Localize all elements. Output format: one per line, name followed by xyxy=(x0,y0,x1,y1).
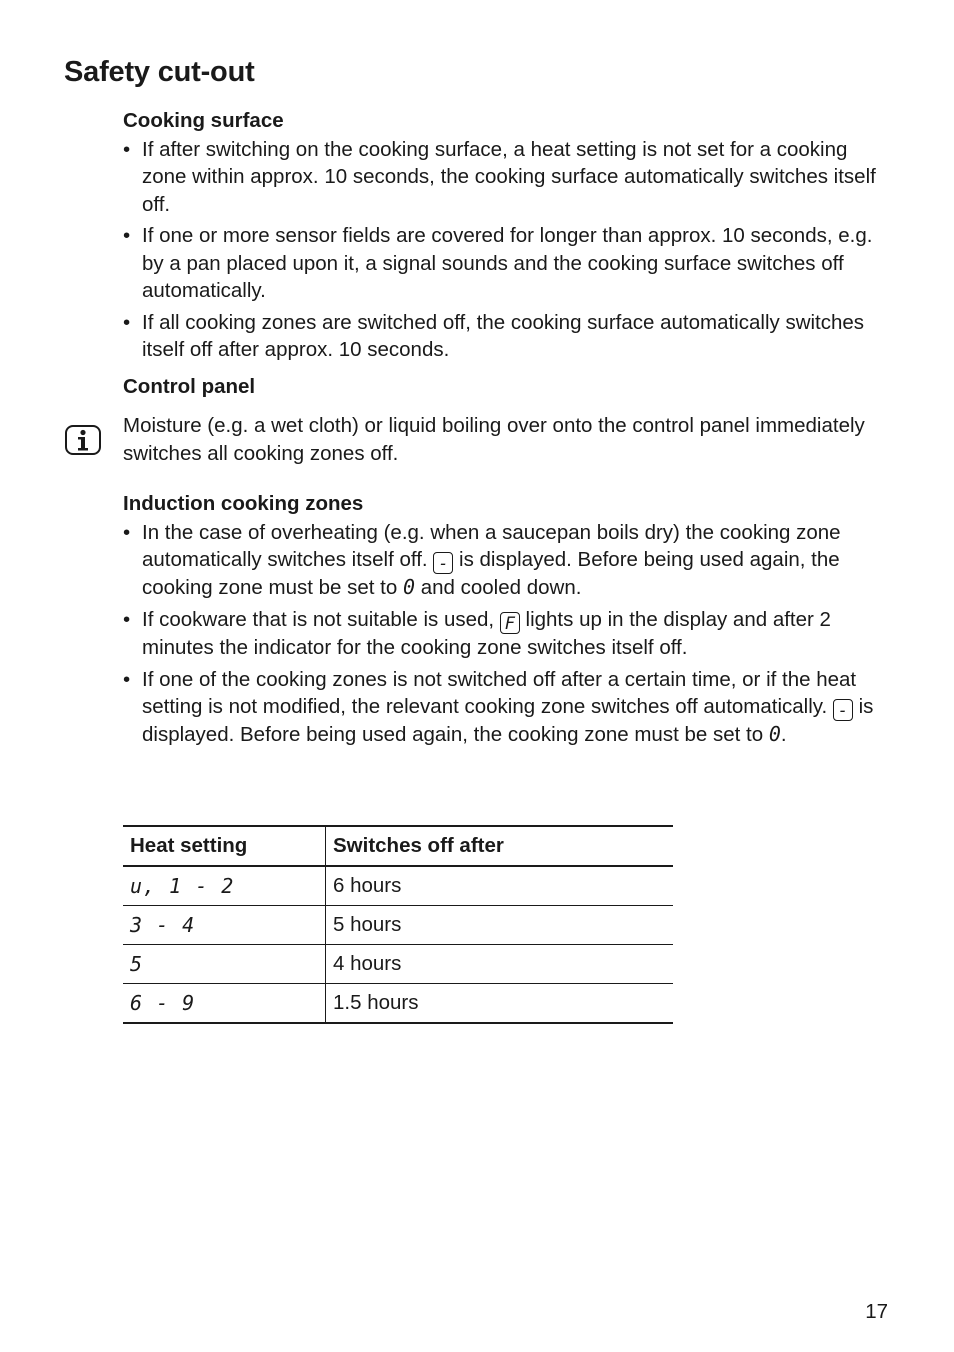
info-note-text: Moisture (e.g. a wet cloth) or liquid boiling over onto the control panel immediately switches all cooking zones off. xyxy=(123,414,865,465)
text-span: is displayed. Before being used again, the cooking zone must be set to xyxy=(142,548,840,600)
switch-off-time-cell: 4 hours xyxy=(326,945,674,984)
list-item: • If after switching on the cooking surface, a heat setting is not set for a cooking zone within approx. 10 seconds, the cooking surface automatically switches itself off. xyxy=(123,136,893,218)
display-symbol-f: F xyxy=(500,612,520,634)
section-heading-induction: Induction cooking zones xyxy=(123,491,364,515)
cooking-surface-list xyxy=(123,136,893,363)
section-heading-cooking-surface: Cooking surface xyxy=(123,109,284,132)
table-header-row xyxy=(123,826,673,866)
text-span: and cooled down. xyxy=(420,576,582,600)
text-span: is displayed. Before being used again, the cooking zone must be set to xyxy=(142,695,874,747)
switch-off-time-cell: 1.5 hours xyxy=(326,984,674,1024)
table-row xyxy=(123,984,673,1024)
list-item xyxy=(123,519,893,602)
page-number: 17 xyxy=(865,1300,888,1323)
display-symbol-zero: 0 xyxy=(768,722,781,747)
list-item xyxy=(123,666,893,749)
induction-list xyxy=(123,519,893,748)
info-icon xyxy=(65,425,101,455)
display-symbol-dash: - xyxy=(833,699,853,721)
text-span: If cookware that is not suitable is used, xyxy=(142,608,495,632)
column-header: Switches off after xyxy=(326,826,674,866)
text-span: In the case of overheating (e.g. when a saucepan boils dry) the cooking zone automatically switches itself off. xyxy=(142,520,841,572)
heat-setting-cell: 6 - 9 xyxy=(123,984,326,1024)
table-row xyxy=(123,906,673,945)
switch-off-time-cell: 5 hours xyxy=(326,906,674,945)
page-title: Safety cut-out xyxy=(64,56,255,88)
section-heading-control-panel: Control panel xyxy=(123,375,256,399)
heat-setting-cell: 3 - 4 xyxy=(123,906,326,945)
switch-off-time-cell: 6 hours xyxy=(326,866,674,906)
list-item: • If one or more sensor fields are covered for longer than approx. 10 seconds, e.g. by a pan placed upon it, a signal sounds and the cooking surface switches off automatically. xyxy=(123,222,893,304)
column-header: Heat setting xyxy=(123,826,326,866)
heat-setting-cell: u, 1 - 2 xyxy=(123,866,326,906)
list-item: • If all cooking zones are switched off, the cooking surface automatically switches itself off after approx. 10 seconds. xyxy=(123,309,893,364)
heat-setting-table xyxy=(123,825,673,1024)
main-content xyxy=(123,106,893,753)
list-item xyxy=(123,606,893,661)
display-symbol-zero: 0 xyxy=(402,575,416,600)
heat-setting-cell: 5 xyxy=(123,945,326,984)
text-span: lights up in the display and after 2 minutes the indicator for the cooking zone switches itself off. xyxy=(142,608,831,660)
table-row xyxy=(123,945,673,984)
table-row xyxy=(123,866,673,906)
text-span: . xyxy=(780,723,787,747)
display-symbol-dash: - xyxy=(433,552,453,574)
text-span: If one of the cooking zones is not switched off after a certain time, or if the heat setting is not modified, the relevant cooking zone switches off automatically. xyxy=(142,667,857,719)
